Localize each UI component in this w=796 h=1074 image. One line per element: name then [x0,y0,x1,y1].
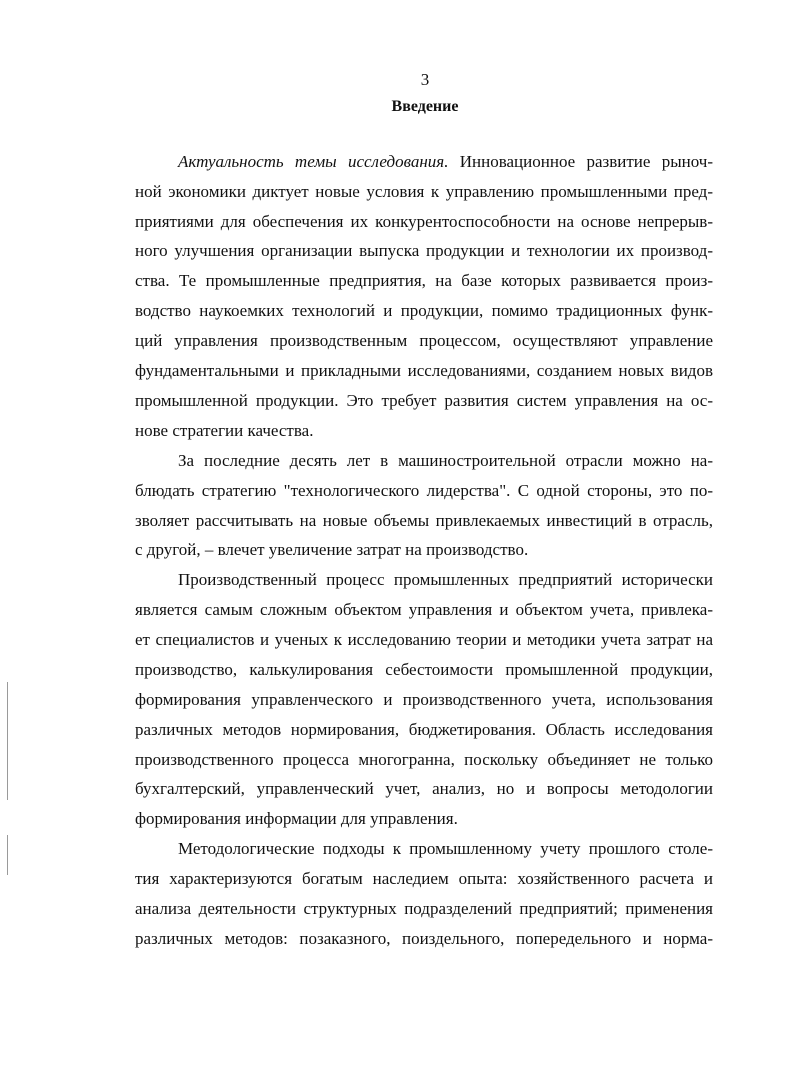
page-number: 3 [420,70,430,89]
text-line: ства. Те промышленные предприятия, на базе которых развивается произ- [135,271,713,290]
section-heading: Введение [391,98,459,115]
text-line: Методологические подходы к промышленному учету прошлого столе- [178,839,713,858]
emphasized-phrase: Актуальность темы исследования. [178,152,449,171]
text-line: с другой, – влечет увеличение затрат на производство. [135,540,529,559]
text-line: бухгалтерский, управленческий учет, анализ, но и вопросы методологии [135,779,713,798]
text-line: приятиями для обеспечения их конкурентоспособности на основе непрерыв- [135,212,713,231]
text-line: нове стратегии качества. [135,421,314,440]
text-line: производственного процесса многогранна, поскольку объединяет не только [135,750,713,769]
text-line: ций управления производственным процессом, осуществляют управление [135,331,713,350]
text-line: Актуальность темы исследования. Инновационное развитие рыноч- [178,152,713,171]
scan-margin-mark [7,682,8,800]
text-line: ного улучшения организации выпуска продукции и технологии их производ- [135,241,713,260]
text-line: зволяет рассчитывать на новые объемы привлекаемых инвестиций в отрасль, [135,511,713,530]
text-line: различных методов нормирования, бюджетирования. Область исследования [135,720,713,739]
text-line: промышленной продукции. Это требует развития систем управления на ос- [135,391,713,410]
text-line: различных методов: позаказного, поиздельного, попередельного и норма- [135,929,713,948]
text-line: фундаментальными и прикладными исследованиями, созданием новых видов [135,361,713,380]
text-line: блюдать стратегию "технологического лидерства". С одной стороны, это по- [135,481,713,500]
text-line: является самым сложным объектом управления и объектом учета, привлека- [135,600,713,619]
text-line: ной экономики диктует новые условия к управлению промышленными пред- [135,182,713,201]
scan-margin-mark [7,835,8,875]
text-line: Производственный процесс промышленных предприятий исторически [178,570,713,589]
text-line: формирования информации для управления. [135,809,458,828]
text-line: анализа деятельности структурных подразделений предприятий; применения [135,899,713,918]
text-line: ет специалистов и ученых к исследованию теории и методики учета затрат на [135,630,713,649]
text-line: производство, калькулирования себестоимости промышленной продукции, [135,660,713,679]
text-line: За последние десять лет в машиностроительной отрасли можно на- [178,451,713,470]
text-line: тия характеризуются богатым наследием опыта: хозяйственного расчета и [135,869,713,888]
text-line: формирования управленческого и производственного учета, использования [135,690,713,709]
text-line: водство наукоемких технологий и продукции, помимо традиционных функ- [135,301,713,320]
